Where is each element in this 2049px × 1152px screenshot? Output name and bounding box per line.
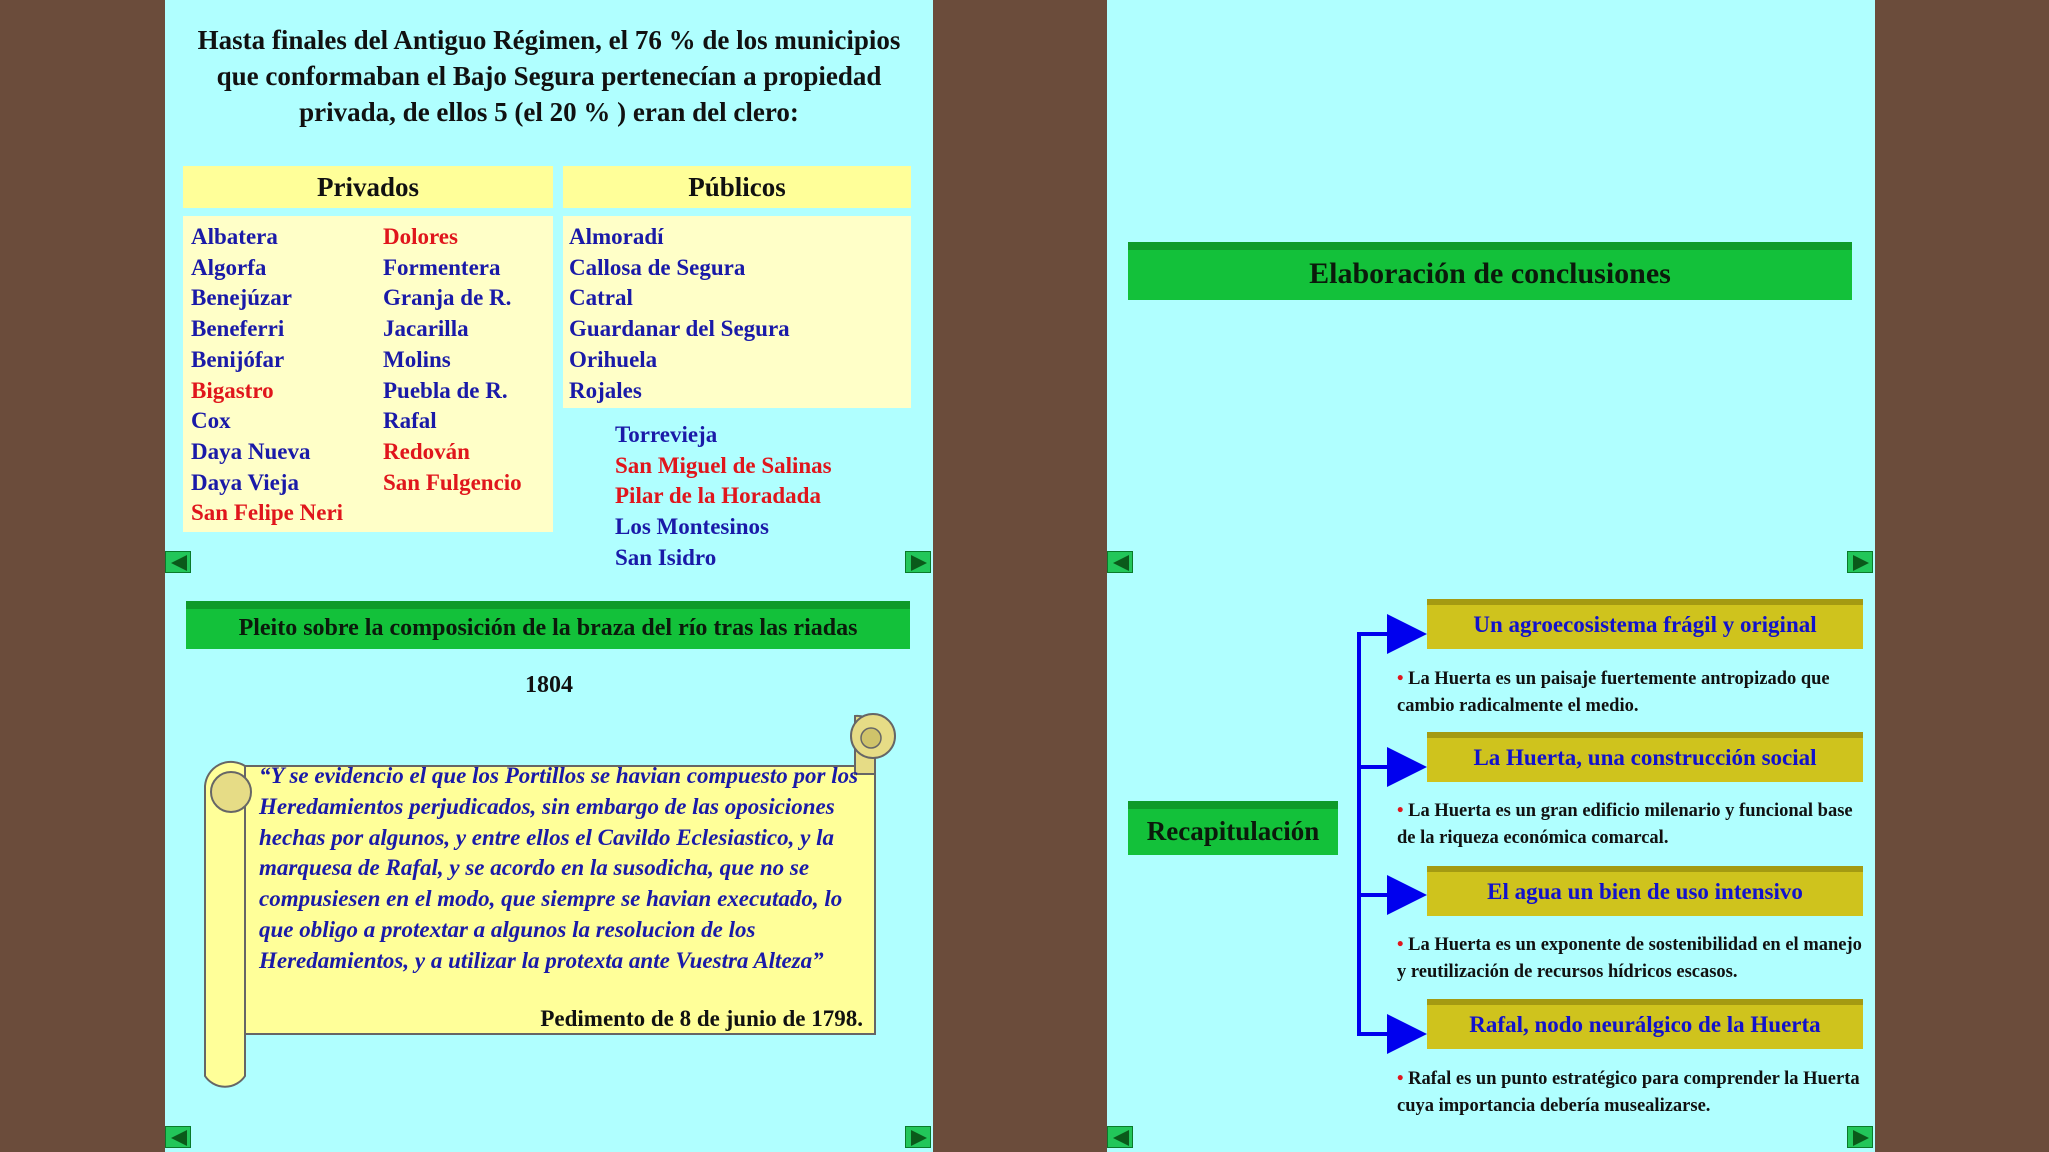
prev-slide-button[interactable] bbox=[165, 551, 191, 573]
recap-item-1-title: Un agroecosistema frágil y original bbox=[1427, 599, 1863, 649]
town-name: Torrevieja bbox=[615, 422, 718, 447]
town-name: San Isidro bbox=[615, 544, 717, 570]
town-name: Redován bbox=[383, 438, 470, 464]
town-name: Los Montesinos bbox=[615, 514, 769, 540]
town-name: Guardanar del Segura bbox=[569, 316, 790, 342]
town-name: Algorfa bbox=[191, 254, 267, 280]
next-arrow-icon bbox=[1851, 554, 1871, 572]
slide2-year: 1804 bbox=[525, 672, 573, 698]
town-name: Bigastro bbox=[191, 377, 274, 403]
recap-item-3-text: • La Huerta es un exponente de sostenibilidad en el manejo y reutilización de recursos hídricos escasos. bbox=[1397, 935, 1862, 982]
recap-item-2-text: • La Huerta es un gran edificio milenario y funcional base de la riqueza económica comarcal. bbox=[1397, 801, 1853, 848]
recap-item-4-title: Rafal, nodo neurálgico de la Huerta bbox=[1427, 999, 1863, 1049]
next-slide-button[interactable] bbox=[1847, 551, 1873, 573]
slide3-title: Elaboración de conclusiones bbox=[1128, 242, 1852, 300]
town-name: Daya Vieja bbox=[191, 469, 299, 495]
town-name: Benijófar bbox=[191, 346, 285, 372]
recap-item-1-text: • La Huerta es un paisaje fuertemente antropizado que cambio radicalmente el medio. bbox=[1397, 669, 1830, 716]
next-arrow-icon bbox=[909, 1129, 929, 1147]
publicos-header: Públicos bbox=[563, 166, 911, 208]
bullet-icon: • bbox=[1397, 669, 1409, 689]
recap-item-3-title: El agua un bien de uso intensivo bbox=[1427, 866, 1863, 916]
town-name: Catral bbox=[569, 285, 633, 311]
town-name: Granja de R. bbox=[383, 285, 512, 311]
publicos-extra-list bbox=[615, 420, 832, 574]
prev-arrow-icon bbox=[169, 554, 189, 572]
town-name: Daya Nueva bbox=[191, 438, 311, 464]
town-name: San Fulgencio bbox=[383, 469, 522, 495]
recap-label: Recapitulación bbox=[1128, 801, 1338, 855]
prev-arrow-icon bbox=[1111, 554, 1131, 572]
prev-slide-button[interactable] bbox=[1107, 551, 1133, 573]
recap-item-4-text: • Rafal es un punto estratégico para comprender la Huerta cuya importancia debería musealizarse. bbox=[1397, 1069, 1860, 1116]
bullet-icon: • bbox=[1397, 935, 1409, 955]
town-name: Albatera bbox=[191, 224, 278, 249]
slide-recapitulacion bbox=[1107, 576, 1875, 1152]
town-name: Dolores bbox=[383, 224, 458, 249]
slide2-quote: “Y se evidencio el que los Portillos se havian compuesto por los Heredamientos perjudicados, sin embargo de las oposiciones hechas por algunos, y entre ellos el Cavildo Eclesiastico, y la marquesa de Rafal, y se acordo en la susodicha, que no se compusiesen en el modo, que siempre se havian executado, lo que obligo a protextar a algunos la resolucion de los Heredamientos, y a utilizar la protexta ante Vuestra Alteza” bbox=[259, 763, 859, 973]
town-name: Formentera bbox=[383, 254, 501, 280]
town-name: Molins bbox=[383, 346, 451, 372]
next-arrow-icon bbox=[1851, 1129, 1871, 1147]
bullet-icon: • bbox=[1397, 1069, 1409, 1089]
slide-conclusiones bbox=[1107, 0, 1875, 576]
town-name: Rojales bbox=[569, 377, 642, 403]
prev-arrow-icon bbox=[169, 1129, 189, 1147]
slide2-source: Pedimento de 8 de junio de 1798. bbox=[540, 1006, 863, 1031]
next-slide-button[interactable] bbox=[1847, 1126, 1873, 1148]
town-name: Cox bbox=[191, 408, 231, 434]
town-name: Orihuela bbox=[569, 346, 658, 372]
town-name: San Felipe Neri bbox=[191, 500, 344, 526]
slide2-title: Pleito sobre la composición de la braza del río tras las riadas bbox=[186, 601, 910, 649]
privados-header: Privados bbox=[183, 166, 553, 208]
town-name: Jacarilla bbox=[383, 316, 469, 342]
next-slide-button[interactable] bbox=[905, 551, 931, 573]
town-name: Almoradí bbox=[569, 224, 664, 249]
prev-slide-button[interactable] bbox=[165, 1126, 191, 1148]
town-name: Puebla de R. bbox=[383, 377, 508, 403]
publicos-list bbox=[569, 222, 790, 406]
slide-privados-publicos bbox=[165, 0, 933, 576]
bullet-icon: • bbox=[1397, 801, 1409, 821]
town-name: Benejúzar bbox=[191, 285, 292, 311]
privados-list-2 bbox=[383, 222, 522, 498]
privados-list-1 bbox=[191, 222, 343, 529]
slide1-intro: Hasta finales del Antiguo Régimen, el 76 % de los municipios que conformaban el Bajo Segura pertenecían a propiedad privada, de ellos 5 (el 20 % ) eran del clero: bbox=[197, 25, 901, 127]
town-name: Rafal bbox=[383, 408, 437, 434]
town-name: Beneferri bbox=[191, 316, 285, 342]
town-name: San Miguel de Salinas bbox=[615, 452, 832, 478]
next-slide-button[interactable] bbox=[905, 1126, 931, 1148]
town-name: Pilar de la Horadada bbox=[615, 483, 821, 509]
recap-item-2-title: La Huerta, una construcción social bbox=[1427, 732, 1863, 782]
prev-arrow-icon bbox=[1111, 1129, 1131, 1147]
prev-slide-button[interactable] bbox=[1107, 1126, 1133, 1148]
slide-pleito bbox=[165, 576, 933, 1152]
town-name: Callosa de Segura bbox=[569, 254, 746, 280]
next-arrow-icon bbox=[909, 554, 929, 572]
